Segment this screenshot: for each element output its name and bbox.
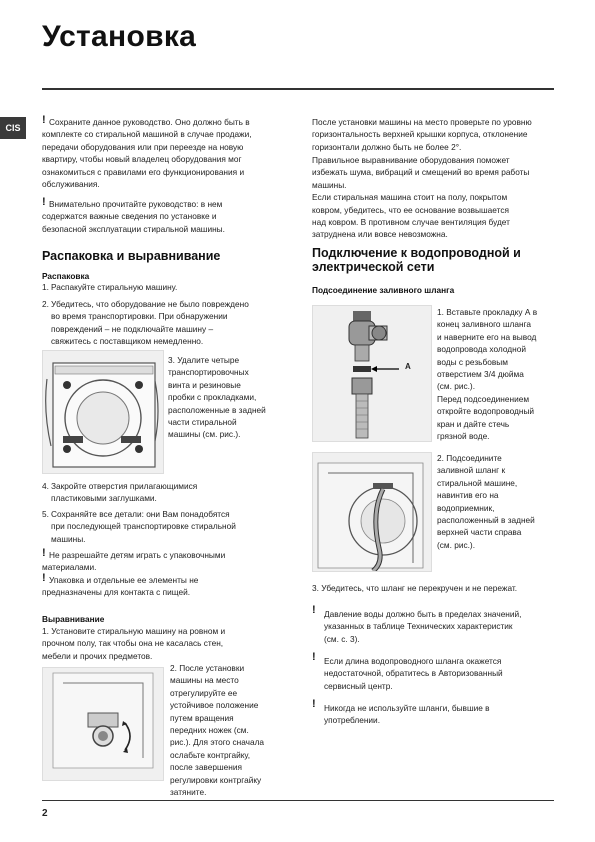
page-title: Установка	[42, 20, 197, 53]
machine-back-illustration	[42, 350, 164, 474]
intro-line: обслуживания.	[42, 179, 100, 190]
tap-hose-drawing	[313, 306, 431, 441]
machine-back-drawing	[43, 351, 163, 473]
warning-hose-length: Если длина водопроводного шланга окажется недостаточной, обратитесь в Авторизованный сервисный центр.	[324, 656, 503, 691]
intro-line: комплекте со стиральной машиной в случае продажи,	[42, 129, 252, 140]
page-number: 2	[42, 808, 48, 819]
warning-children: Не разрешайте детям играть с упаковочными материалами.	[42, 550, 226, 573]
subheading-unpacking: Распаковка	[42, 271, 90, 281]
leveling-foot-illustration	[42, 667, 164, 781]
intro-line: ознакомиться с правилами его функционирования и	[42, 166, 245, 177]
warning-food: Упаковка и отдельные ее элементы не предназначены для контакта с пищей.	[42, 575, 199, 598]
subheading-hose: Подсоединение заливного шланга	[312, 285, 455, 295]
list-item: 4. Закройте отверстия прилагающимися пластиковыми заглушками.	[42, 481, 198, 504]
hose-step1: 1. Вставьте прокладку А в конец заливного шланга и наверните его на вывод водопровода холодной воды с резьбовым отверстием 3/4 дюйма (см. рис.). Перед подсоединением откройте водопроводный кран и дайте стечь грязной воде.	[437, 307, 538, 442]
section-heading-unpacking: Распаковка и выравнивание	[42, 249, 221, 263]
text-line: Внимательно прочитайте руководство: в нем	[49, 199, 223, 209]
text-line: содержатся важные сведения по установке и	[42, 211, 217, 222]
machine-hose-drawing	[313, 453, 431, 571]
list-item: 2. Убедитесь, что оборудование не было повреждено во время транспортировки. При обнаружении повреждений – не подключайте машину – свяжитесь с поставщиком немедленно.	[42, 299, 249, 347]
intro-line: передачи оборудования или при переезде на новую	[42, 141, 244, 152]
exclamation-icon: !	[312, 698, 316, 710]
footer-rule	[42, 800, 554, 801]
machine-hose-illustration	[312, 452, 432, 572]
intro-line: квартиру, чтобы новый владелец оборудования мог	[42, 154, 242, 165]
step3-text: 3. Удалите четыре транспортировочных винта и резиновые пробки с прокладками, расположенные в задней части стиральной машины (см. рис.).	[168, 355, 266, 440]
text-line: безопасной эксплуатации стиральной машины.	[42, 223, 225, 234]
leveling-step2: 2. После установки машины на место отрегулируйте ее устойчивое положение путем вращения передних ножек (см. рис.). Для этого сначала ослабьте контргайку, после завершения регулировки контргайку затяните.	[170, 663, 265, 798]
level-check-paragraph: После установки машины на место проверьте по уровню горизонтальность верхней крышки корпуса, отклонение горизонтали должно быть не более 2°.	[312, 117, 532, 152]
leveling-foot-drawing	[43, 668, 163, 780]
exclamation-icon: !	[42, 547, 46, 559]
intro-line: Сохраните данное руководство. Оно должно быть в	[49, 117, 250, 127]
subheading-leveling: Выравнивание	[42, 614, 105, 624]
warning-pressure: Давление воды должно быть в пределах значений, указанных в таблице Технических характеристик (см. с. 3).	[324, 609, 522, 644]
region-tab: CIS	[0, 117, 26, 139]
title-rule	[42, 88, 554, 90]
read-manual-paragraph	[42, 198, 292, 235]
leveling-benefits-paragraph: Правильное выравнивание оборудования поможет избежать шума, вибраций и смещений во время работы машины. Если стиральная машина стоит на полу, покрытом ковром, убедитесь, что ее основание возвышается над ковром. В противном случае вентиляция будет затруднена или вовсе невозможна.	[312, 155, 530, 240]
exclamation-icon: !	[42, 114, 46, 126]
warning-used-hoses: Никогда не используйте шланги, бывшие в употреблении.	[324, 703, 490, 726]
hose-step3: 3. Убедитесь, что шланг не перекручен и не пережат.	[312, 583, 518, 593]
leveling-step1: 1. Установите стиральную машину на ровном и прочном полу, так чтобы она не касалась стен, мебели и прочих предметов.	[42, 626, 226, 661]
list-item: 1. Распакуйте стиральную машину.	[42, 282, 178, 292]
exclamation-icon: !	[312, 651, 316, 663]
exclamation-icon: !	[42, 572, 46, 584]
tap-hose-illustration	[312, 305, 432, 442]
hose-step2: 2. Подсоедините заливной шланг к стиральной машине, навинтив его на водоприемник, расположенный в задней верхней части справа (см. рис.).	[437, 453, 535, 550]
section-heading-connection: Подключение к водопроводной и электрической сети	[312, 246, 521, 274]
exclamation-icon: !	[42, 196, 46, 208]
gasket-label: A	[405, 362, 411, 371]
list-item: 5. Сохраняйте все детали: они Вам понадобятся при последующей транспортировке стиральной машины.	[42, 509, 236, 544]
intro-paragraph	[42, 116, 292, 190]
exclamation-icon: !	[312, 604, 316, 616]
